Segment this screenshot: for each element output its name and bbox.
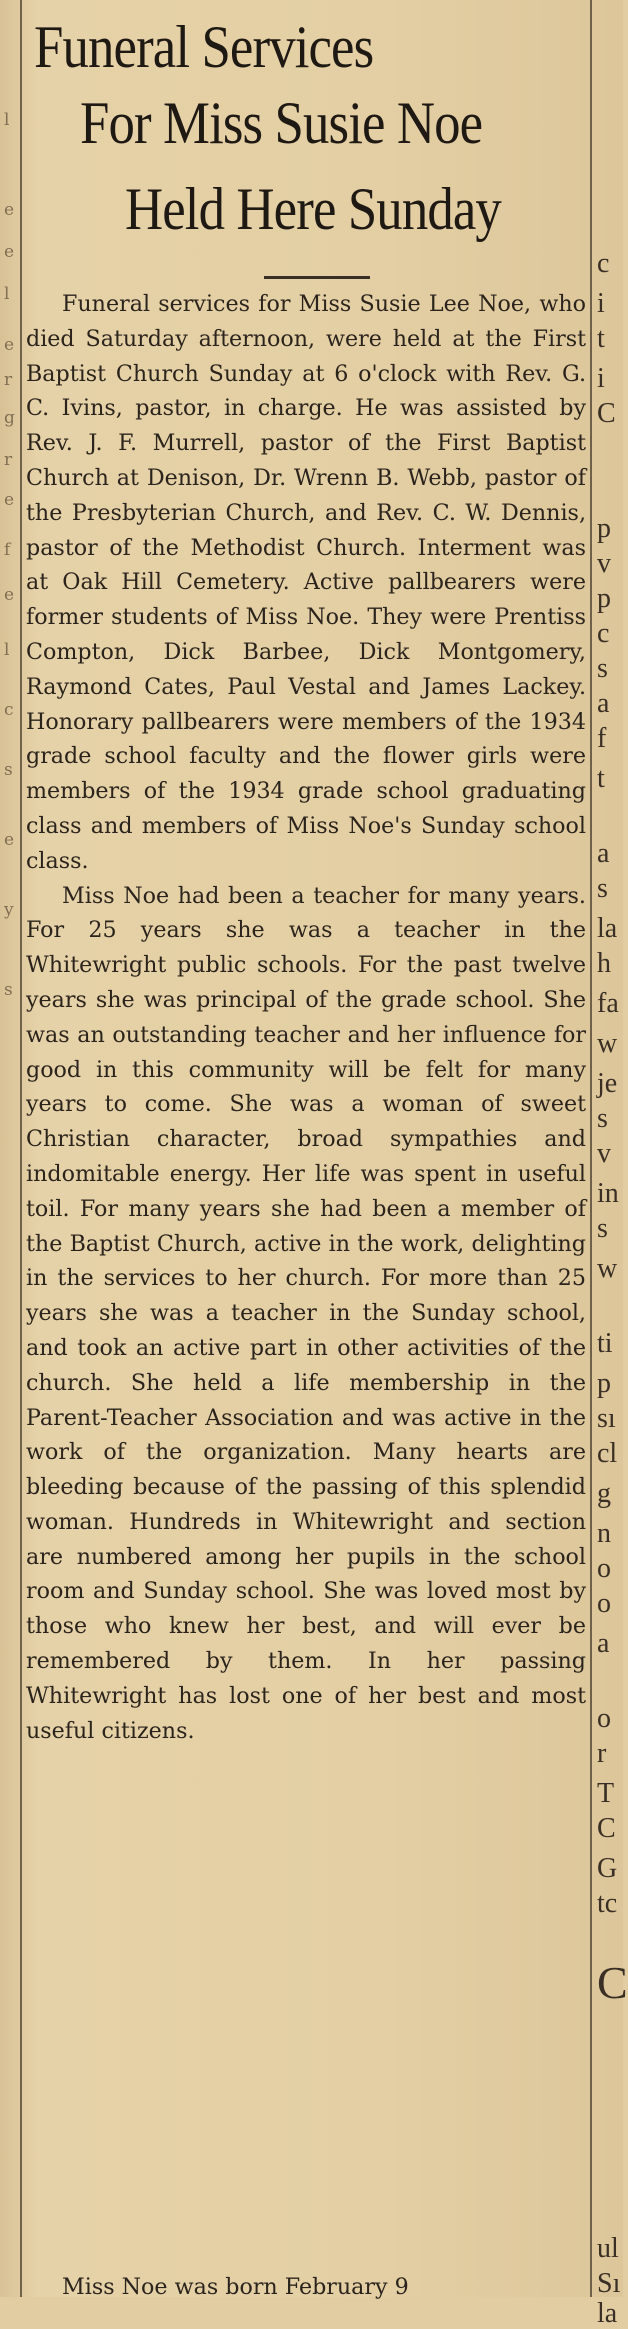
right-edge-glyph: tc bbox=[597, 1888, 618, 1919]
left-edge-glyph: l bbox=[4, 284, 10, 304]
right-edge-glyph: w bbox=[597, 1028, 618, 1059]
right-edge-glyph: la bbox=[597, 2298, 618, 2329]
left-edge-glyph: e bbox=[4, 200, 15, 220]
left-edge-glyph: c bbox=[4, 700, 14, 720]
right-edge-glyph: fa bbox=[597, 988, 619, 1019]
right-edge-glyph: o bbox=[597, 1588, 611, 1619]
right-edge-glyph: a bbox=[597, 838, 610, 869]
article-continuation bbox=[26, 2270, 586, 2300]
left-edge-glyph: e bbox=[4, 585, 15, 605]
left-adjacent-column-fragment bbox=[0, 0, 18, 2297]
left-edge-glyph: y bbox=[4, 900, 14, 920]
left-edge-glyph: l bbox=[4, 110, 10, 130]
right-edge-glyph: s bbox=[597, 873, 608, 904]
right-edge-glyph: n bbox=[597, 1518, 611, 1549]
cut-off-line: Miss Noe was born February 9 bbox=[62, 2274, 409, 2300]
right-edge-glyph: t bbox=[597, 323, 605, 354]
right-edge-glyph: o bbox=[597, 1703, 611, 1734]
right-edge-glyph: s bbox=[597, 1213, 608, 1244]
right-edge-glyph: ul bbox=[597, 2233, 619, 2264]
right-edge-glyph: c bbox=[597, 248, 610, 279]
right-edge-glyph: G bbox=[597, 1853, 618, 1884]
headline-line-1: Funeral Services bbox=[34, 14, 374, 80]
right-edge-glyph: s bbox=[597, 653, 608, 684]
right-edge-glyph: h bbox=[597, 948, 611, 979]
article-paragraph-1: Funeral services for Miss Susie Lee Noe, who died Saturday afternoon, were held at the First Baptist Church Sunday at 6 o'clock with Rev. G. C. Ivins, pastor, in charge. He was assisted by Rev. J. F. Murrell, pastor of the First Baptist Church at Denison, Dr. Wrenn B. Webb, pastor of the Presbyterian Church, and Rev. C. W. Dennis, pastor of the Methodist Church. Interment was at Oak Hill Cemetery. Active pallbearers were former students of Miss Noe. They were Prentiss Compton, Dick Barbee, Dick Montgomery, Raymond Cates, Paul Vestal and James Lackey. Honorary pallbearers were members of the 1934 grade school faculty and the flower girls were members of the 1934 grade school graduating class and members of Miss Noe's Sunday school class. bbox=[26, 291, 586, 874]
right-edge-glyph: je bbox=[597, 1068, 618, 1099]
right-edge-glyph: in bbox=[597, 1178, 619, 1209]
right-edge-glyph: i bbox=[597, 363, 605, 394]
right-edge-glyph: la bbox=[597, 913, 618, 944]
right-edge-glyph: i bbox=[597, 288, 605, 319]
right-edge-glyph: ti bbox=[597, 1328, 613, 1359]
right-edge-glyph: v bbox=[597, 1138, 611, 1169]
left-edge-glyph: r bbox=[4, 370, 13, 390]
right-edge-glyph: a bbox=[597, 1628, 610, 1659]
left-edge-glyph: g bbox=[4, 408, 15, 428]
headline-line-3: Held Here Sunday bbox=[125, 176, 501, 242]
article-paragraph-2: Miss Noe had been a teacher for many years. For 25 years she was a teacher in the Whitewright public schools. For the past twelve years she was principal of the grade school. She was an outstanding teacher and her influence for good in this community will be felt for many years to come. She was a woman of sweet Christian character, broad sympathies and indomitable energy. Her life was spent in useful toil. For many years she had been a member of the Baptist Church, active in the work, delighting in the services to her church. For more than 25 years she was a teacher in the Sunday school, and took an active part in other activities of the church. She held a life membership in the Parent-Teacher Association and was active in the work of the organization. Many hearts are bleeding because of the passing of this splendid woman. Hundreds in Whitewright and section are numbered among her pupils in the school room and Sunday school. She was loved most by those who knew her best, and will ever be remembered by them. In her passing Whitewright has lost one of her best and most useful citizens. bbox=[26, 882, 586, 1744]
right-edge-glyph: w bbox=[597, 1253, 618, 1284]
right-edge-glyph: T bbox=[597, 1778, 615, 1809]
left-edge-glyph: e bbox=[4, 335, 15, 355]
article-body bbox=[26, 287, 586, 1748]
right-edge-glyph: p bbox=[597, 513, 611, 544]
right-edge-glyph: C bbox=[597, 398, 616, 429]
left-edge-glyph: l bbox=[4, 640, 10, 660]
left-edge-glyph: f bbox=[4, 540, 11, 560]
headline-divider bbox=[264, 276, 370, 279]
right-edge-glyph: p bbox=[597, 583, 611, 614]
right-edge-glyph: r bbox=[597, 1738, 607, 1769]
right-edge-glyph: s bbox=[597, 1103, 608, 1134]
left-edge-glyph: r bbox=[4, 450, 13, 470]
right-edge-glyph: p bbox=[597, 1368, 611, 1399]
right-column-rule bbox=[590, 0, 592, 2297]
right-edge-glyph: o bbox=[597, 1553, 611, 1584]
right-edge-glyph: t bbox=[597, 763, 605, 794]
right-edge-glyph: Sı bbox=[597, 2268, 621, 2299]
right-edge-glyph: cl bbox=[597, 1438, 618, 1469]
left-column-rule bbox=[20, 0, 22, 2297]
right-edge-glyph: g bbox=[597, 1478, 611, 1509]
right-edge-glyph: a bbox=[597, 688, 610, 719]
left-edge-glyph: s bbox=[4, 980, 13, 1000]
right-edge-glyph: C bbox=[597, 1957, 628, 2008]
right-edge-glyph: sı bbox=[597, 1403, 616, 1434]
left-edge-glyph: e bbox=[4, 490, 15, 510]
right-edge-glyph: C bbox=[597, 1813, 616, 1844]
right-edge-glyph: f bbox=[597, 723, 607, 754]
left-edge-glyph: e bbox=[4, 830, 15, 850]
right-edge-glyph: c bbox=[597, 618, 610, 649]
right-adjacent-column-fragment bbox=[594, 0, 628, 2329]
right-edge-glyph: v bbox=[597, 548, 611, 579]
left-edge-glyph: s bbox=[4, 760, 13, 780]
headline-line-2: For Miss Susie Noe bbox=[80, 90, 483, 156]
left-edge-glyph: e bbox=[4, 242, 15, 262]
